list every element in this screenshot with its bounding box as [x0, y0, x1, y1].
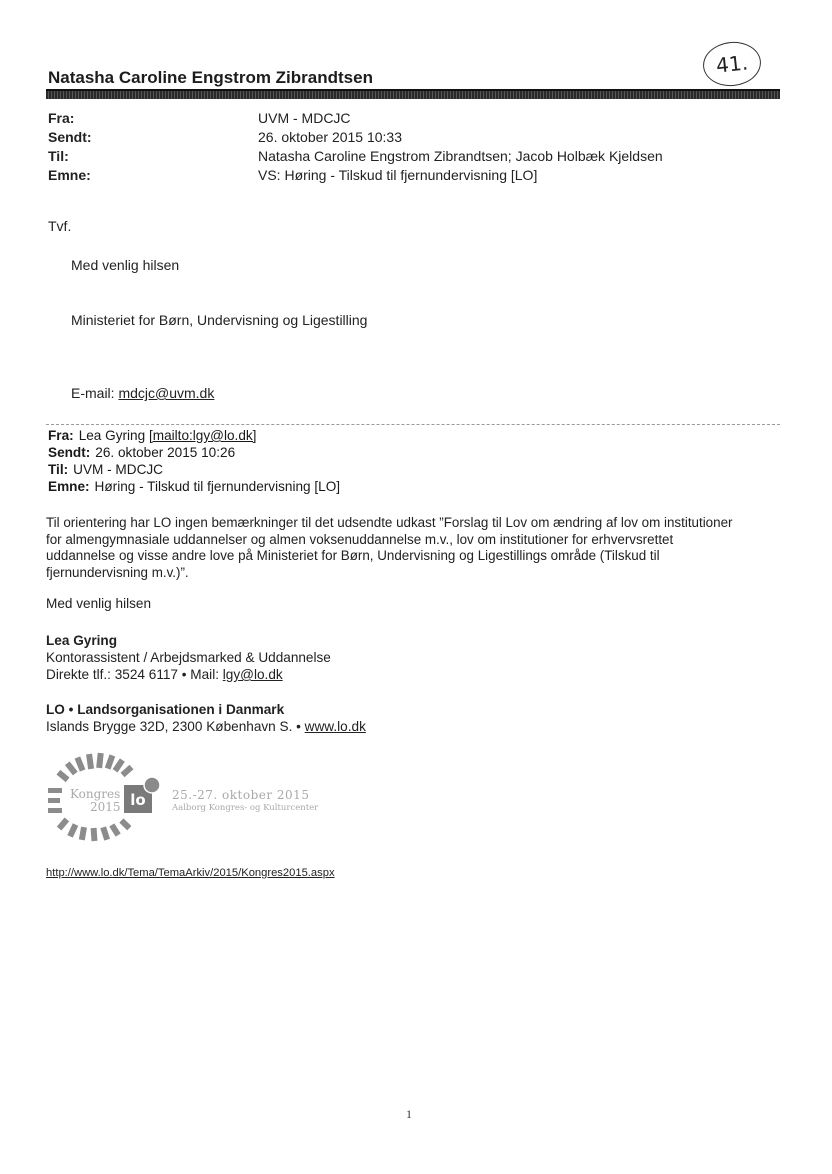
- meta-subject-value: VS: Høring - Tilskud til fjernundervisning [LO]: [258, 167, 538, 183]
- forwarded-body-paragraph: [46, 515, 776, 581]
- meta-subject-label: Emne:: [48, 167, 91, 183]
- signature-contact: [46, 666, 366, 683]
- paragraph-line: uddannelse og visse andre love på Ministeriet for Børn, Undervisning og Ligestillings område (Tilskud til: [46, 548, 660, 563]
- fwd-row-sent: [48, 444, 340, 461]
- fwd-sent-value: 26. oktober 2015 10:26: [95, 445, 236, 460]
- forward-separator: [46, 424, 780, 425]
- banner-dates: 25.-27. oktober 2015: [172, 788, 310, 802]
- meta-sent-label: Sendt:: [48, 129, 92, 145]
- kongres-url-link[interactable]: http://www.lo.dk/Tema/TemaArkiv/2015/Kongres2015.aspx: [46, 867, 335, 879]
- svg-text:lo: lo: [130, 791, 146, 809]
- fwd-from-name: Lea Gyring: [78, 428, 149, 443]
- fwd-subject-value: Høring - Tilskud til fjernundervisning [LO]: [94, 479, 341, 494]
- fwd-sent-label: Sendt:: [48, 445, 91, 460]
- fwd-from-mailto[interactable]: [mailto:lgy@lo.dk]: [148, 428, 257, 443]
- banner-year-text: 2015: [90, 800, 121, 814]
- meta-row-subject: [48, 166, 663, 185]
- meta-from-label: Fra:: [48, 110, 75, 126]
- signature-web-link[interactable]: www.lo.dk: [304, 719, 366, 734]
- signature-mail-link[interactable]: lgy@lo.dk: [222, 667, 283, 682]
- meta-to-label: Til:: [48, 148, 69, 164]
- paragraph-line: fjernundervisning m.v.)”.: [46, 564, 189, 580]
- meta-sent-value: 26. oktober 2015 10:33: [258, 129, 403, 145]
- banner-kongres-text: Kongres: [70, 787, 121, 801]
- fwd-subject-label: Emne:: [48, 479, 90, 494]
- forwarded-meta: [48, 427, 340, 495]
- paragraph-line: Til orientering har LO ingen bemærkninger til det udsendte udkast ”Forslag til Lov om ændring af lov om institutioner: [46, 515, 733, 530]
- reply-greeting: Med venlig hilsen: [71, 257, 180, 273]
- fwd-to-label: Til:: [48, 462, 69, 477]
- reply-email-link[interactable]: mdcjc@uvm.dk: [118, 385, 215, 401]
- signature-phone: Direkte tlf.: 3524 6117 • Mail:: [46, 667, 223, 682]
- kongres-banner[interactable]: [46, 748, 356, 843]
- signature-block: [46, 632, 366, 735]
- email-meta-table: [48, 109, 663, 185]
- meta-row-to: [48, 147, 663, 166]
- reply-ministry: Ministeriet for Børn, Undervisning og Ligestilling: [71, 312, 368, 328]
- fwd-from-label: Fra:: [48, 428, 74, 443]
- signature-title: Kontorassistent / Arbejdsmarked & Uddannelse: [46, 650, 331, 665]
- meta-from-value: UVM - MDCJC: [258, 110, 351, 126]
- reply-tvf: Tvf.: [48, 218, 72, 234]
- meta-to-value: Natasha Caroline Engstrom Zibrandtsen; Jacob Holbæk Kjeldsen: [258, 148, 663, 164]
- banner-venue: Aalborg Kongres- og Kulturcenter: [172, 803, 319, 813]
- signature-name: Lea Gyring: [46, 633, 118, 648]
- paragraph-line: for almengymnasiale uddannelser og almen voksenuddannelse m.v., lov om institutioner for erhvervsrettet: [46, 531, 674, 547]
- forwarded-greeting: Med venlig hilsen: [46, 596, 152, 611]
- fwd-row-from: [48, 427, 340, 444]
- page-footer-number: 1: [406, 1107, 412, 1121]
- header-divider: [46, 89, 780, 99]
- page-stamp-number: 41.: [714, 50, 750, 78]
- fwd-row-to: [48, 461, 340, 478]
- meta-row-from: [48, 109, 663, 128]
- signature-address: [46, 718, 366, 735]
- reply-email-label: E-mail:: [71, 385, 119, 401]
- reply-email-line: [71, 385, 214, 401]
- fwd-to-value: UVM - MDCJC: [73, 462, 164, 477]
- meta-row-sent: [48, 128, 663, 147]
- page-stamp: [701, 39, 763, 89]
- signature-address-text: Islands Brygge 32D, 2300 København S. •: [46, 719, 305, 734]
- document-owner-name: Natasha Caroline Engstrom Zibrandtsen: [48, 68, 373, 87]
- signature-org: LO • Landsorganisationen i Danmark: [46, 702, 285, 717]
- fwd-row-subject: [48, 478, 340, 495]
